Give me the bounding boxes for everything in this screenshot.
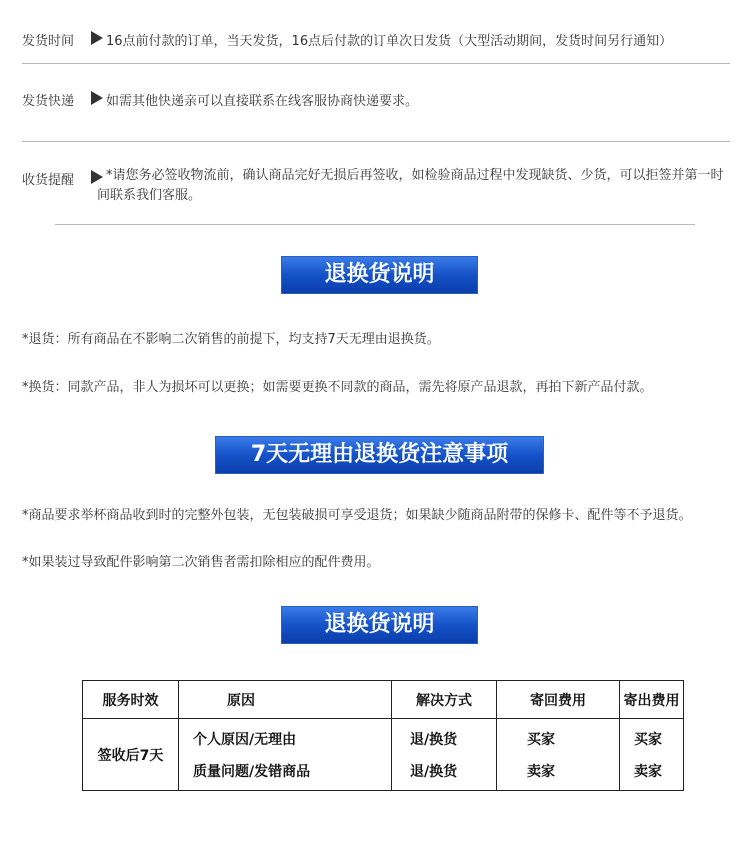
- play-arrow-icon: [91, 31, 103, 45]
- exchange-note: *换货：同款产品，非人为损坏可以更换；如需要更换不同款的商品，需先将原产品退款，再拍下新产品付款。: [22, 380, 653, 395]
- courier-label: 发货快递: [22, 94, 75, 109]
- solution-cell: [392, 719, 497, 791]
- period-cell: 签收后7天: [83, 719, 179, 791]
- return-policy-banner: 退换货说明: [281, 256, 478, 294]
- divider: [22, 63, 730, 64]
- reason-item: 质量问题/发错商品: [193, 763, 311, 780]
- solution-item: 退/换货: [410, 731, 458, 748]
- header-cell: 解决方式: [392, 681, 497, 719]
- solution-item: 退/换货: [410, 763, 458, 780]
- divider: [22, 141, 730, 142]
- send-fee-item: 买家: [634, 731, 662, 748]
- receipt-reminder-text: *请您务必签收物流前，确认商品完好无损后再签收，如检验商品过程中发现缺货、少货，可以拒签并第一时间联系我们客服。: [97, 168, 724, 203]
- receipt-reminder-label: 收货提醒: [22, 173, 75, 188]
- courier-text: 如需其他快递亲可以直接联系在线客服协商快递要求。: [106, 94, 419, 109]
- header-cell: 服务时效: [83, 681, 179, 719]
- seven-day-return-banner: 7天无理由退换货注意事项: [215, 436, 544, 474]
- return-fee-table: [82, 680, 684, 791]
- ship-time-text: 16点前付款的订单，当天发货，16点后付款的订单次日发货（大型活动期间，发货时间另行通知）: [106, 34, 673, 49]
- return-fee-item: 买家: [527, 731, 555, 748]
- table-header-row: [83, 681, 684, 719]
- send-fee-item: 卖家: [634, 763, 662, 780]
- header-cell: 原因: [179, 681, 392, 719]
- table-row: [83, 719, 684, 791]
- return-note: *退货：所有商品在不影响二次销售的前提下，均支持7天无理由退换货。: [22, 332, 440, 347]
- packaging-note: *商品要求举杯商品收到时的完整外包装，无包装破损可享受退货；如果缺少随商品附带的保修卡、配件等不予退货。: [22, 508, 692, 523]
- header-cell: 寄出费用: [620, 681, 684, 719]
- return-fee-item: 卖家: [527, 763, 555, 780]
- return-policy-banner-2: 退换货说明: [281, 606, 478, 644]
- accessory-fee-note: *如果装过导致配件影响第二次销售者需扣除相应的配件费用。: [22, 555, 380, 570]
- return-fee-cell: [497, 719, 620, 791]
- ship-time-label: 发货时间: [22, 34, 75, 49]
- reason-item: 个人原因/无理由: [193, 731, 297, 748]
- play-arrow-icon: [91, 91, 103, 105]
- header-cell: 寄回费用: [497, 681, 620, 719]
- send-fee-cell: [620, 719, 684, 791]
- reason-cell: [179, 719, 392, 791]
- divider: [55, 224, 695, 225]
